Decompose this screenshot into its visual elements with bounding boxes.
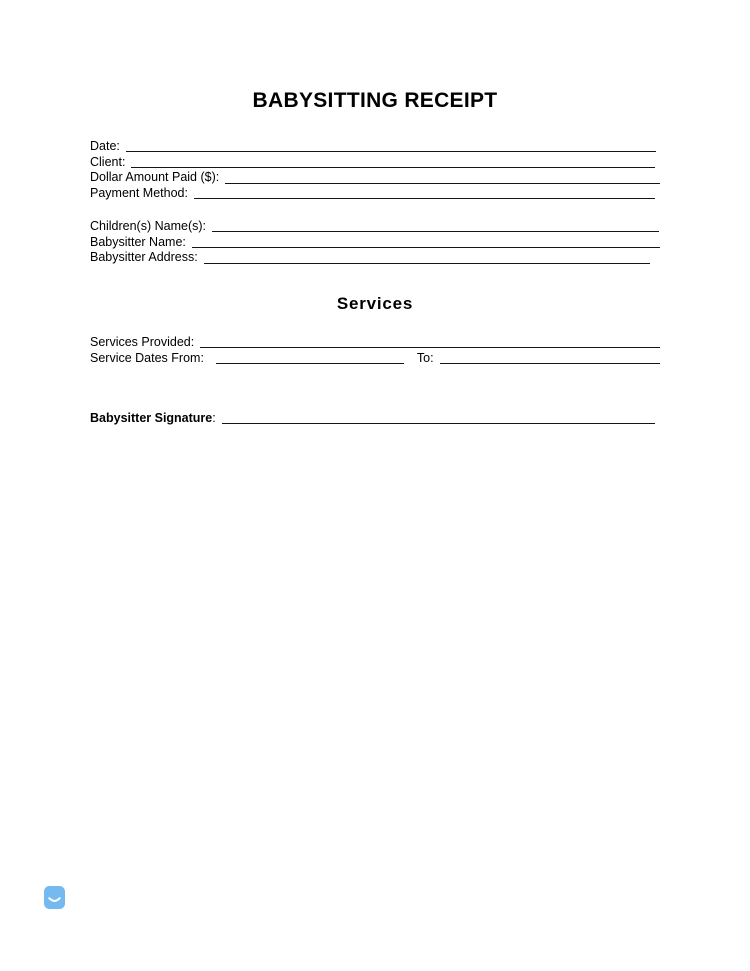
date-fill-line[interactable] — [126, 151, 656, 152]
dollar-amount-label: Dollar Amount Paid ($): — [90, 170, 220, 185]
babysitter-signature-fill-line[interactable] — [222, 423, 655, 424]
services-provided-field-row — [90, 335, 660, 351]
services-provided-fill-line[interactable] — [200, 347, 660, 348]
receipt-info-block — [90, 139, 660, 202]
service-dates-to-fill-line[interactable] — [440, 363, 660, 364]
babysitter-name-fill-line[interactable] — [192, 247, 660, 248]
smile-page-icon — [44, 886, 65, 909]
client-label: Client: — [90, 154, 126, 169]
dollar-amount-field-row — [90, 170, 660, 186]
date-field-row — [90, 139, 660, 155]
services-section-heading: Services — [336, 294, 414, 313]
date-label: Date: — [90, 139, 120, 153]
babysitter-signature-label: Babysitter Signature — [90, 411, 213, 425]
client-fill-line[interactable] — [131, 167, 655, 168]
page-title: BABYSITTING RECEIPT — [252, 89, 498, 112]
children-names-fill-line[interactable] — [212, 231, 659, 232]
children-names-label: Children(s) Name(s): — [90, 219, 206, 233]
babysitter-name-field-row — [90, 235, 660, 251]
parties-block — [90, 219, 660, 266]
children-names-field-row — [90, 219, 660, 235]
babysitter-signature-colon: : — [212, 411, 216, 425]
service-dates-from-fill-line[interactable] — [216, 363, 404, 364]
babysitter-address-label: Babysitter Address: — [90, 250, 198, 265]
signature-block — [90, 411, 660, 427]
babysitter-address-field-row — [90, 250, 660, 266]
services-provided-label: Services Provided: — [90, 335, 195, 349]
babysitter-address-fill-line[interactable] — [204, 263, 650, 264]
service-dates-field-row — [90, 351, 660, 367]
service-dates-to-label: To: — [416, 350, 434, 365]
babysitter-signature-field-row — [90, 411, 660, 427]
client-field-row — [90, 155, 660, 171]
service-dates-from-label: Service Dates From: — [90, 350, 204, 365]
babysitter-name-label: Babysitter Name: — [90, 234, 186, 249]
payment-method-fill-line[interactable] — [194, 198, 655, 199]
services-block — [90, 335, 660, 366]
dollar-amount-fill-line[interactable] — [225, 183, 660, 184]
payment-method-label: Payment Method: — [90, 186, 188, 201]
payment-method-field-row — [90, 186, 660, 202]
